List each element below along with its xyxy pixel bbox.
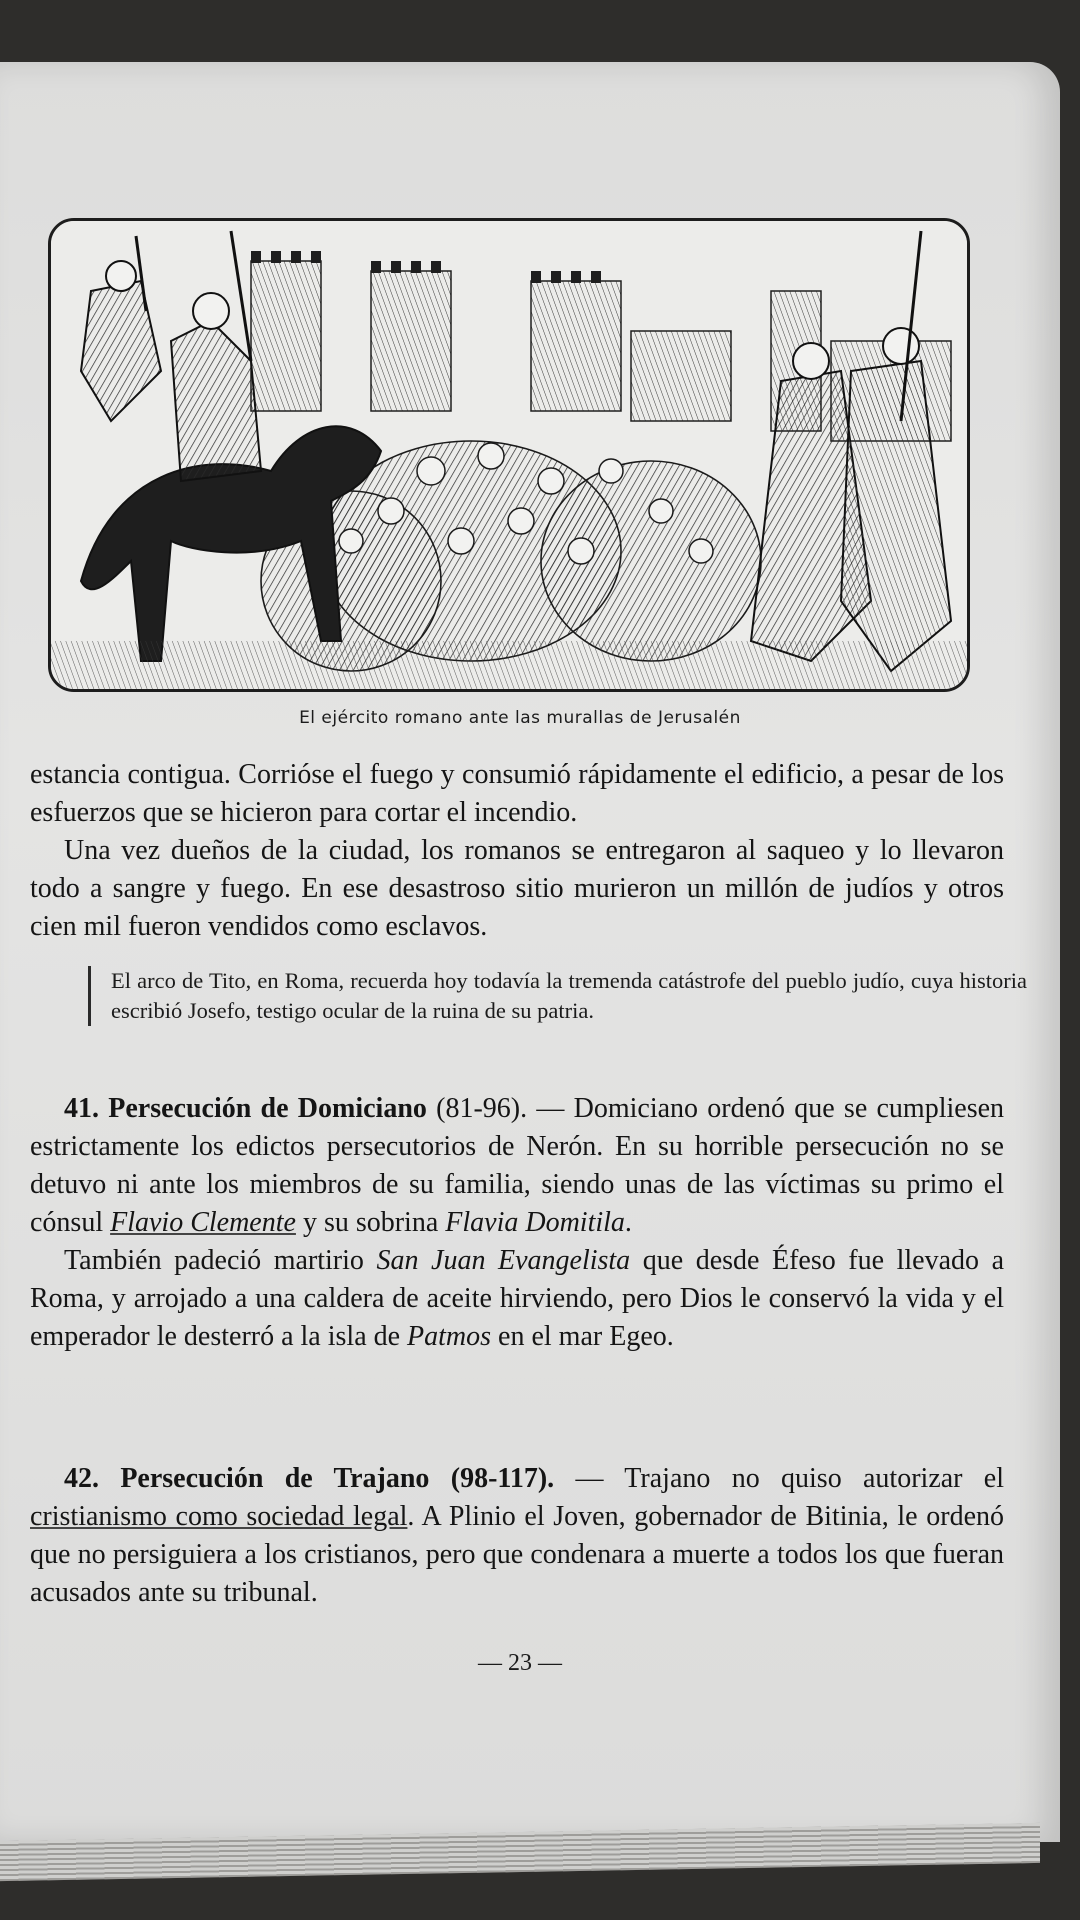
name-san-juan: San Juan Evangelista	[376, 1245, 631, 1276]
section-41-paragraph-2	[30, 1242, 1004, 1356]
name-flavio-clemente: Flavio Clemente	[110, 1207, 296, 1238]
intro-paragraphs	[30, 756, 1004, 946]
section-41-text-c: .	[624, 1207, 632, 1238]
section-41-p2-b: que desde Éfeso fue llevado a Roma, y arrojado a una caldera de aceite hirviendo, pero Dios le conservó la vida y el emperador le desterró a la isla de	[30, 1245, 1004, 1352]
underlined-phrase: cristianismo como sociedad legal	[30, 1501, 408, 1532]
illustration-caption: El ejército romano ante las murallas de Jerusalén	[299, 708, 741, 728]
section-42-text-a: — Trajano no quiso autorizar el	[554, 1463, 1005, 1494]
section-41-number: 41.	[64, 1093, 99, 1124]
roman-army-engraving-icon	[48, 218, 970, 692]
paragraph-fire: estancia contigua. Corrióse el fuego y consumió rápidamente el edificio, a pesar de los esfuerzos que se hicieron para cortar el incendio.	[30, 759, 1004, 828]
section-41-p2-c: en el mar Egeo.	[491, 1321, 674, 1352]
page-number: — 23 —	[478, 1650, 562, 1676]
section-41-paragraph	[30, 1090, 1004, 1242]
section-41	[30, 1090, 1004, 1356]
section-42-text-b: . A Plinio el Joven, gobernador de Bitinia, le ordenó que no persiguiera a los cristianos, pero que condenara a muerte a todos los que fueran acusados ante su tribunal.	[30, 1501, 1004, 1608]
section-41-text-b: y su sobrina	[295, 1207, 446, 1238]
section-41-title: Persecución de Domiciano	[108, 1093, 427, 1124]
section-42-title: Persecución de Trajano (98-117).	[120, 1463, 555, 1494]
name-flavia-domitila: Flavia Domitila	[445, 1207, 625, 1238]
section-42-number: 42.	[64, 1463, 99, 1494]
section-41-years: (81-96).	[436, 1093, 528, 1124]
paragraph-sack: Una vez dueños de la ciudad, los romanos se entregaron al saqueo y lo llevaron todo a sangre y fuego. En ese desastroso sitio murieron un millón de judíos y otros cien mil fueron vendidos como esclavos.	[30, 835, 1004, 942]
arch-of-titus-note: El arco de Tito, en Roma, recuerda hoy todavía la tremenda catástrofe del pueblo judío, cuya historia escribió Josefo, testigo ocular de la ruina de su patria.	[88, 966, 1027, 1026]
section-42	[30, 1460, 1004, 1612]
section-41-p2-a: También padeció martirio	[64, 1245, 377, 1276]
section-42-paragraph	[30, 1460, 1004, 1612]
name-patmos: Patmos	[407, 1321, 492, 1352]
section-41-text-a: — Domiciano ordenó que se cumpliesen estrictamente los edictos persecutorios de Nerón. En su horrible persecución no se detuvo ni ante los miembros de su familia, siendo unas de las víctimas su primo el cónsul	[30, 1093, 1005, 1238]
